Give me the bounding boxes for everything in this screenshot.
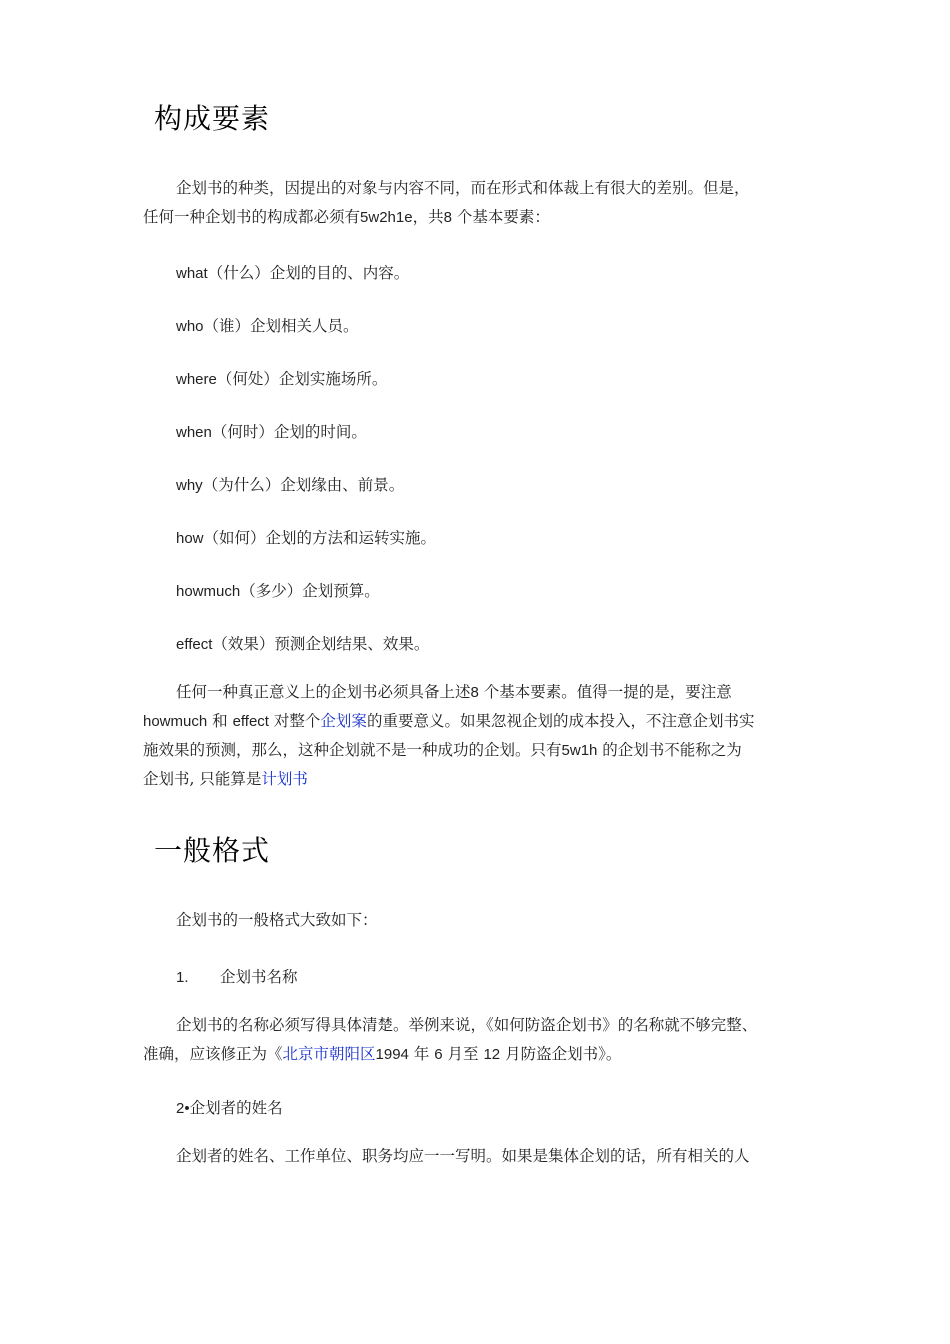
summary-text: 和: [207, 712, 233, 730]
item1-text: 月防盗企划书》。: [500, 1045, 622, 1063]
element-desc: （多少）企划预算。: [240, 582, 380, 600]
item-label: 企划书名称: [220, 968, 298, 986]
item1-year: 1994: [375, 1046, 409, 1063]
summary-line-3: [143, 740, 742, 761]
element-term: when: [176, 424, 212, 441]
element-item: [176, 528, 436, 549]
element-desc: （如何）企划的方法和运转实施。: [203, 529, 437, 547]
element-term: who: [176, 318, 204, 335]
summary-text: 企划书, 只能算是: [143, 770, 262, 788]
link-plan-case[interactable]: 企划案: [320, 712, 367, 730]
element-term: how: [176, 530, 204, 547]
item1-text: 月至: [442, 1045, 484, 1063]
element-item: [176, 475, 404, 496]
intro-line-1: 企划书的种类，因提出的对象与内容不同，而在形式和体裁上有很大的差别。但是，: [176, 179, 750, 197]
element-term: where: [176, 371, 217, 388]
element-item: [176, 422, 367, 443]
intro-text: 任何一种企划书的构成都必须有: [143, 208, 361, 226]
element-term: why: [176, 477, 203, 494]
item-label: 企划者的姓名: [189, 1099, 283, 1117]
summary-term: effect: [232, 713, 269, 730]
element-desc: （效果）预测企划结果、效果。: [212, 635, 430, 653]
summary-line-2: [143, 711, 754, 732]
heading-elements: 构成要素: [154, 102, 271, 135]
item1-text: 准确，应该修正为《: [143, 1045, 283, 1063]
item1-month: 12: [483, 1046, 501, 1063]
element-term: what: [176, 265, 208, 282]
summary-text: 对整个: [268, 712, 321, 730]
intro-text: ，共: [412, 208, 444, 226]
item1-month: 6: [434, 1046, 443, 1063]
format-item-1: [176, 967, 298, 988]
element-term: effect: [176, 636, 213, 653]
element-item: [176, 634, 429, 655]
item1-text-line-2: [143, 1044, 621, 1065]
element-desc: （何时）企划的时间。: [211, 423, 367, 441]
summary-text: 个基本要素。值得一提的是，要注意: [478, 683, 732, 701]
heading-general-format: 一般格式: [154, 834, 271, 867]
summary-code: 5w1h: [561, 742, 598, 759]
element-desc: （为什么）企划缘由、前景。: [202, 476, 405, 494]
format-item-2: [176, 1098, 283, 1119]
item-number: 1.: [176, 969, 189, 986]
item1-text: 年: [408, 1045, 435, 1063]
element-item: [176, 369, 387, 390]
format-intro: 企划书的一般格式大致如下：: [176, 911, 378, 929]
link-plan-book[interactable]: 计划书: [261, 770, 308, 788]
summary-text: 任何一种真正意义上的企划书必须具备上述: [176, 683, 471, 701]
element-item: [176, 581, 380, 602]
link-beijing-chaoyang[interactable]: 北京市朝阳区: [282, 1045, 376, 1063]
element-desc: （何处）企划实施场所。: [216, 370, 388, 388]
intro-number: 8: [443, 209, 452, 226]
item-number: 2•: [176, 1100, 190, 1117]
summary-text: 的企划书不能称之为: [597, 741, 742, 759]
element-term: howmuch: [176, 583, 241, 600]
element-desc: （谁）企划相关人员。: [203, 317, 359, 335]
intro-text: 个基本要素：: [451, 208, 550, 226]
summary-line-4: [143, 769, 308, 789]
summary-term: howmuch: [143, 713, 208, 730]
element-desc: （什么）企划的目的、内容。: [207, 264, 410, 282]
summary-line-1: [176, 682, 732, 703]
item1-text-line-1: 企划书的名称必须写得具体清楚。举例来说，《如何防盗企划书》的名称就不够完整、: [176, 1016, 758, 1034]
summary-text: 的重要意义。如果忽视企划的成本投入，不注意企划书实: [366, 712, 755, 730]
element-item: [176, 263, 409, 284]
summary-text: 施效果的预测，那么，这种企划就不是一种成功的企划。只有: [143, 741, 562, 759]
intro-line-2: [143, 207, 550, 228]
element-item: [176, 316, 359, 337]
summary-number: 8: [470, 684, 479, 701]
intro-code: 5w2h1e: [360, 209, 413, 226]
item2-text-line-1: 企划者的姓名、工作单位、职务均应一一写明。如果是集体企划的话，所有相关的人: [176, 1147, 750, 1165]
